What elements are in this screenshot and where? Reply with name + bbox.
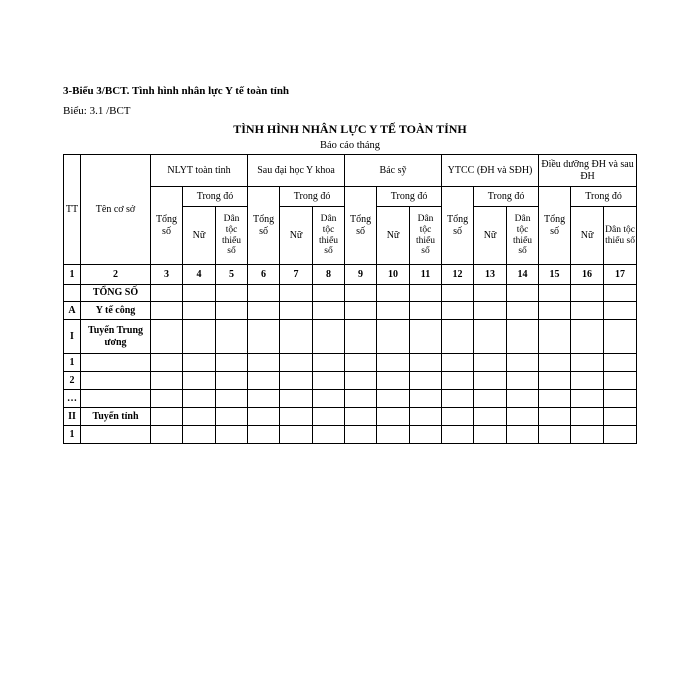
data-cell[interactable] [377, 372, 410, 390]
data-cell[interactable] [151, 426, 183, 444]
data-cell[interactable] [571, 408, 604, 426]
data-cell[interactable] [280, 320, 313, 354]
data-cell[interactable] [474, 426, 507, 444]
data-cell[interactable] [151, 302, 183, 320]
data-cell[interactable] [604, 390, 637, 408]
row-tt: A [64, 302, 81, 320]
row-name: Tuyến tỉnh [81, 408, 151, 426]
data-cell[interactable] [151, 320, 183, 354]
data-cell[interactable] [151, 390, 183, 408]
data-cell[interactable] [313, 354, 345, 372]
data-cell[interactable] [183, 285, 216, 302]
data-cell[interactable] [183, 302, 216, 320]
data-cell[interactable] [571, 302, 604, 320]
column-number: 10 [377, 265, 410, 285]
row-name: Y tế công [81, 302, 151, 320]
form-code: Biểu: 3.1 /BCT [63, 105, 131, 117]
data-cell[interactable] [313, 285, 345, 302]
column-number: 7 [280, 265, 313, 285]
sub-header-dan-toc: Dân tộc thiểu số [216, 207, 248, 265]
row-name: TỔNG SỐ [81, 285, 151, 302]
column-number: 5 [216, 265, 248, 285]
data-cell[interactable] [442, 302, 474, 320]
group-header: Điều dưỡng ĐH và sau ĐH [539, 155, 637, 187]
data-cell[interactable] [216, 372, 248, 390]
column-number: 3 [151, 265, 183, 285]
data-cell[interactable] [474, 408, 507, 426]
data-cell[interactable] [280, 408, 313, 426]
data-cell[interactable] [539, 320, 571, 354]
data-cell[interactable] [248, 320, 280, 354]
data-cell[interactable] [571, 285, 604, 302]
data-cell[interactable] [151, 408, 183, 426]
data-cell[interactable] [216, 426, 248, 444]
data-cell[interactable] [571, 390, 604, 408]
data-cell[interactable] [345, 408, 377, 426]
row-tt: I [64, 320, 81, 354]
data-cell[interactable] [604, 354, 637, 372]
group-header: YTCC (ĐH và SĐH) [442, 155, 539, 187]
data-cell[interactable] [442, 390, 474, 408]
table-row [64, 372, 637, 390]
data-cell[interactable] [313, 302, 345, 320]
column-number-row [64, 265, 637, 285]
data-cell[interactable] [604, 426, 637, 444]
data-cell[interactable] [571, 426, 604, 444]
data-cell[interactable] [410, 302, 442, 320]
data-cell[interactable] [410, 390, 442, 408]
data-cell[interactable] [377, 302, 410, 320]
sub-header-dan-toc: Dân tộc thiểu số [604, 207, 637, 265]
data-cell[interactable] [183, 354, 216, 372]
row-tt: 1 [64, 426, 81, 444]
data-cell[interactable] [507, 372, 539, 390]
data-cell[interactable] [442, 426, 474, 444]
data-cell[interactable] [507, 285, 539, 302]
data-cell[interactable] [604, 372, 637, 390]
column-number: 2 [81, 265, 151, 285]
staffing-table [63, 154, 637, 444]
data-cell[interactable] [474, 302, 507, 320]
data-cell[interactable] [442, 408, 474, 426]
data-cell[interactable] [539, 426, 571, 444]
data-cell[interactable] [183, 408, 216, 426]
col-header-name: Tên cơ sở [81, 155, 151, 265]
data-cell[interactable] [345, 354, 377, 372]
col-header-tt: TT [64, 155, 81, 265]
data-cell[interactable] [313, 426, 345, 444]
sub-header-dan-toc: Dân tộc thiểu số [313, 207, 345, 265]
data-cell[interactable] [280, 354, 313, 372]
row-name [81, 390, 151, 408]
data-cell[interactable] [539, 285, 571, 302]
data-cell[interactable] [280, 390, 313, 408]
data-cell[interactable] [571, 320, 604, 354]
data-cell[interactable] [571, 354, 604, 372]
sub-header-dan-toc: Dân tộc thiểu số [410, 207, 442, 265]
table-row [64, 408, 637, 426]
sub-header-nu: Nữ [571, 207, 604, 265]
data-cell[interactable] [248, 408, 280, 426]
data-cell[interactable] [507, 408, 539, 426]
data-cell[interactable] [507, 302, 539, 320]
data-cell[interactable] [216, 302, 248, 320]
sub-header-tong-so: Tổng số [539, 187, 571, 265]
data-cell[interactable] [539, 390, 571, 408]
data-cell[interactable] [313, 408, 345, 426]
column-number: 6 [248, 265, 280, 285]
data-cell[interactable] [183, 372, 216, 390]
sub-header-tong-so: Tổng số [442, 187, 474, 265]
data-cell[interactable] [474, 285, 507, 302]
table-row [64, 302, 637, 320]
group-header: Bác sỹ [345, 155, 442, 187]
sub-header-trong-do: Trong đó [474, 187, 539, 207]
data-cell[interactable] [216, 320, 248, 354]
data-cell[interactable] [313, 320, 345, 354]
data-cell[interactable] [248, 372, 280, 390]
column-number: 8 [313, 265, 345, 285]
data-cell[interactable] [151, 354, 183, 372]
data-cell[interactable] [280, 426, 313, 444]
data-cell[interactable] [410, 408, 442, 426]
sub-header-tong-so: Tổng số [345, 187, 377, 265]
data-cell[interactable] [248, 426, 280, 444]
data-cell[interactable] [377, 408, 410, 426]
sub-header-nu: Nữ [474, 207, 507, 265]
data-cell[interactable] [604, 320, 637, 354]
data-cell[interactable] [410, 285, 442, 302]
data-cell[interactable] [474, 320, 507, 354]
group-header: NLYT toàn tỉnh [151, 155, 248, 187]
data-cell[interactable] [377, 320, 410, 354]
data-cell[interactable] [604, 302, 637, 320]
data-cell[interactable] [280, 372, 313, 390]
row-name: Tuyến Trung ương [81, 320, 151, 354]
data-cell[interactable] [442, 320, 474, 354]
sub-header-tong-so: Tổng số [248, 187, 280, 265]
row-name [81, 426, 151, 444]
data-cell[interactable] [151, 372, 183, 390]
row-tt: II [64, 408, 81, 426]
data-cell[interactable] [183, 320, 216, 354]
sub-header-dan-toc: Dân tộc thiểu số [507, 207, 539, 265]
sub-header-trong-do: Trong đó [377, 187, 442, 207]
data-cell[interactable] [507, 390, 539, 408]
data-cell[interactable] [442, 354, 474, 372]
data-cell[interactable] [280, 302, 313, 320]
row-name [81, 372, 151, 390]
data-cell[interactable] [539, 408, 571, 426]
data-cell[interactable] [345, 372, 377, 390]
column-number: 14 [507, 265, 539, 285]
data-cell[interactable] [216, 408, 248, 426]
data-cell[interactable] [507, 354, 539, 372]
data-cell[interactable] [313, 372, 345, 390]
data-cell[interactable] [539, 302, 571, 320]
table-row [64, 354, 637, 372]
data-cell[interactable] [183, 426, 216, 444]
data-cell[interactable] [377, 354, 410, 372]
sub-header-nu: Nữ [280, 207, 313, 265]
data-cell[interactable] [604, 285, 637, 302]
data-cell[interactable] [474, 372, 507, 390]
column-number: 17 [604, 265, 637, 285]
document-heading: 3-Biểu 3/BCT. Tình hình nhân lực Y tế toàn tỉnh [63, 85, 290, 97]
data-cell[interactable] [410, 372, 442, 390]
header-row-groups [64, 155, 637, 187]
data-cell[interactable] [507, 320, 539, 354]
data-cell[interactable] [248, 390, 280, 408]
data-cell[interactable] [345, 302, 377, 320]
data-cell[interactable] [313, 390, 345, 408]
group-header: Sau đại học Y khoa [248, 155, 345, 187]
row-name [81, 354, 151, 372]
data-cell[interactable] [410, 320, 442, 354]
data-cell[interactable] [539, 354, 571, 372]
data-cell[interactable] [474, 354, 507, 372]
sub-header-trong-do: Trong đó [571, 187, 637, 207]
sub-header-nu: Nữ [183, 207, 216, 265]
data-cell[interactable] [345, 320, 377, 354]
row-tt: … [64, 390, 81, 408]
table-row [64, 390, 637, 408]
column-number: 11 [410, 265, 442, 285]
sub-header-trong-do: Trong đó [183, 187, 248, 207]
data-cell[interactable] [377, 390, 410, 408]
sub-header-nu: Nữ [377, 207, 410, 265]
data-cell[interactable] [377, 285, 410, 302]
table-row [64, 285, 637, 302]
data-cell[interactable] [216, 354, 248, 372]
column-number: 16 [571, 265, 604, 285]
row-tt: 1 [64, 354, 81, 372]
data-cell[interactable] [216, 285, 248, 302]
report-title: TÌNH HÌNH NHÂN LỰC Y TẾ TOÀN TỈNH [233, 122, 467, 136]
data-cell[interactable] [248, 302, 280, 320]
row-tt [64, 285, 81, 302]
row-tt: 2 [64, 372, 81, 390]
report-subtitle: Báo cáo tháng [319, 140, 381, 151]
data-cell[interactable] [151, 285, 183, 302]
column-number: 1 [64, 265, 81, 285]
data-cell[interactable] [280, 285, 313, 302]
data-cell[interactable] [507, 426, 539, 444]
data-cell[interactable] [345, 285, 377, 302]
data-cell[interactable] [410, 426, 442, 444]
data-cell[interactable] [377, 426, 410, 444]
column-number: 15 [539, 265, 571, 285]
data-cell[interactable] [248, 285, 280, 302]
data-cell[interactable] [410, 354, 442, 372]
data-cell[interactable] [345, 426, 377, 444]
data-cell[interactable] [539, 372, 571, 390]
table-row [64, 320, 637, 354]
data-cell[interactable] [442, 285, 474, 302]
data-cell[interactable] [571, 372, 604, 390]
table-row [64, 426, 637, 444]
column-number: 12 [442, 265, 474, 285]
data-cell[interactable] [442, 372, 474, 390]
data-cell[interactable] [604, 408, 637, 426]
data-cell[interactable] [216, 390, 248, 408]
sub-header-trong-do: Trong đó [280, 187, 345, 207]
column-number: 13 [474, 265, 507, 285]
data-cell[interactable] [474, 390, 507, 408]
sub-header-tong-so: Tổng số [151, 187, 183, 265]
data-cell[interactable] [183, 390, 216, 408]
data-cell[interactable] [248, 354, 280, 372]
data-cell[interactable] [345, 390, 377, 408]
column-number: 9 [345, 265, 377, 285]
column-number: 4 [183, 265, 216, 285]
